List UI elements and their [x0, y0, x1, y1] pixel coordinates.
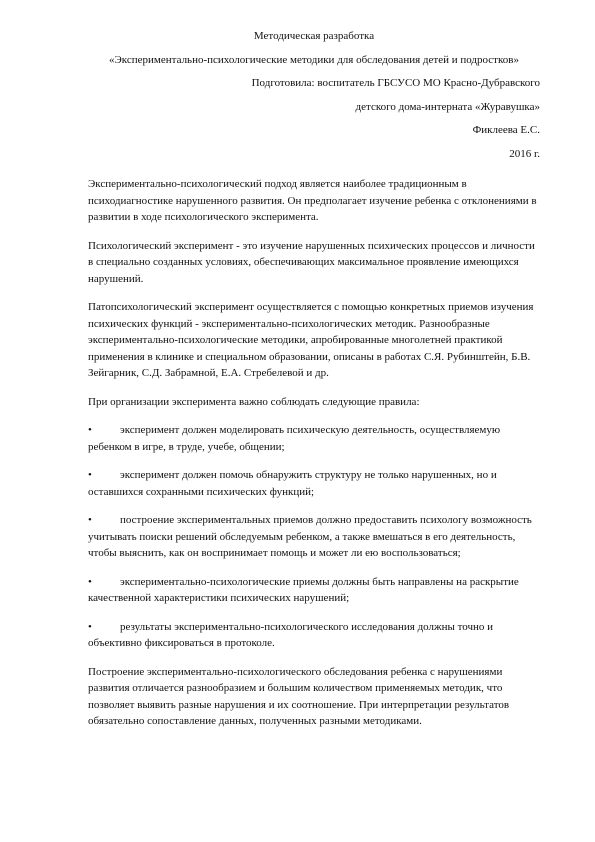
author-line-1: Подготовила: воспитатель ГБСУСО МО Красно-Дубравского: [251, 77, 540, 89]
list-item-text: экспериментально-психологические приемы должны быть направлены на раскрытие качественной характеристики психических нарушений;: [88, 575, 519, 604]
document-year: 2016 г.: [509, 147, 540, 160]
paragraph-closing: Построение экспериментально-психологического обследования ребенка с нарушениями развития отличается разнообразием и большим количеством применяемых методик, что позволяет выявить разные нарушения и их соотношение. При интерпретации результатов обязательно сопоставление данных, полученных разными методиками.: [88, 665, 510, 727]
author-line-2: детского дома-интерната «Журавушка»: [355, 100, 540, 113]
bullet-mark: •: [88, 514, 92, 526]
paragraph-intro: Экспериментально-психологический подход является наиболее традиционным в психодиагностике нарушенного развития. Он предполагает изучение ребенка с отклонениями в развитии в ходе психологического эксперимента.: [88, 178, 537, 223]
paragraph-definition: Психологический эксперимент - это изучение нарушенных психических процессов и личности в специально созданных условиях, обеспечивающих максимальное проявление имеющихся нарушений.: [88, 239, 535, 285]
list-item: [88, 422, 540, 455]
document-label: Методическая разработка: [253, 30, 375, 42]
author-name: Фиклеева Е.С.: [472, 124, 540, 136]
document-header: [88, 0, 540, 162]
list-item-text: построение экспериментальных приемов должно предоставить психологу возможность учитывать поиски решений обследуемым ребенком, а также вмешаться в его деятельность, чтобы выяснить, как он воспринимает помощь и может ли ею воспользоваться;: [88, 514, 532, 559]
document-title: «Экспериментально-психологические методики для обследования детей и подростков»: [109, 53, 519, 66]
list-item: [88, 619, 540, 652]
paragraph-rules-intro: При организации эксперимента важно соблюдать следующие правила:: [88, 395, 420, 408]
bullet-mark: •: [88, 620, 92, 633]
paragraph-pathopsych: Патопсихологический эксперимент осуществляется с помощью конкретных приемов изучения психических функций - экспериментально-психологических методик. Разнообразные экспериментально-психологические методики, апробированные многолетней практикой применения в клинике и специальном образовании, описаны в работах С.Я. Рубинштейн, Б.В. Зейгарник, С.Д. Забрамной, Е.А. Стребелевой и др.: [88, 301, 534, 379]
rules-list: [88, 422, 540, 652]
bullet-mark: •: [88, 469, 92, 481]
list-item: [88, 467, 540, 500]
list-item-text: эксперимент должен моделировать психическую деятельность, осуществляемую ребенком в игре, в труде, учебе, общении;: [88, 424, 501, 453]
bullet-mark: •: [88, 575, 92, 588]
list-item: [88, 574, 540, 607]
list-item: [88, 512, 540, 562]
bullet-mark: •: [88, 424, 92, 436]
list-item-text: результаты экспериментально-психологического исследования должны точно и объективно фиксироваться в протоколе.: [88, 620, 494, 649]
list-item-text: эксперимент должен помочь обнаружить структуру не только нарушенных, но и оставшихся сохранными психических функций;: [88, 469, 497, 498]
document-body: [88, 176, 540, 730]
